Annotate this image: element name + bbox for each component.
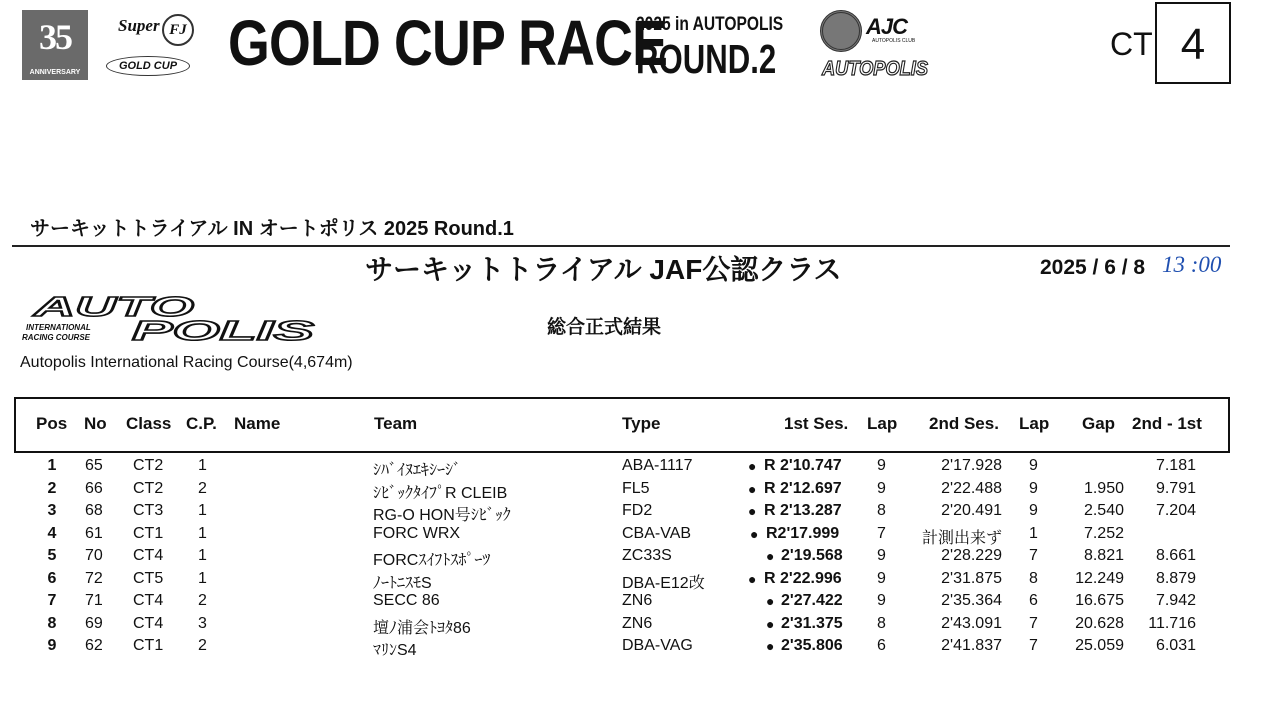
cell-ses1: 2'19.568 (781, 547, 843, 564)
class-label: CT (1110, 26, 1153, 62)
col-header-gap: Gap (1082, 414, 1116, 433)
cell-team: ｼﾋﾞｯｸﾀｲﾌﾟR CLEIB (373, 485, 508, 502)
super-fj-logo-super: Super (118, 16, 160, 35)
cell-diff: 7.204 (1155, 502, 1196, 519)
cell-no: 66 (85, 480, 103, 497)
event-title: GOLD CUP RACE (228, 7, 668, 79)
ajc-logo-text: AJC (866, 14, 908, 39)
col-header-lap2: Lap (1019, 414, 1050, 433)
cell-ses2: 2'43.091 (941, 615, 1002, 632)
bullet-icon: ● (748, 481, 757, 497)
cell-no: 62 (85, 637, 103, 654)
col-header-ses1: 1st Ses. (784, 414, 849, 433)
cell-no: 68 (85, 502, 103, 519)
cell-lap2: 9 (1029, 502, 1038, 519)
cell-lap2: 9 (1029, 480, 1038, 497)
cell-cp: 1 (198, 570, 207, 587)
cell-class: CT4 (133, 615, 164, 632)
ajc-logo (866, 14, 932, 44)
cell-pos: 4 (47, 525, 57, 542)
cell-type: CBA-VAB (622, 525, 692, 542)
col-header-name: Name (234, 414, 281, 433)
cell-team: ﾏﾘﾝS4 (373, 642, 417, 659)
cell-no: 65 (85, 457, 103, 474)
cell-lap1: 9 (877, 592, 886, 609)
ajc-logo-caption: AUTOPOLIS CLUB (872, 38, 916, 44)
cell-class: CT4 (133, 547, 164, 564)
cell-ses1: 2'31.375 (781, 615, 843, 632)
cell-type: FD2 (622, 502, 653, 519)
col-header-ses2: 2nd Ses. (929, 414, 999, 433)
bullet-icon: ● (748, 458, 757, 474)
cell-gap: 12.249 (1075, 570, 1124, 587)
cell-type: ABA-1117 (622, 457, 693, 474)
event-subtitle-round: ROUND.2 (636, 36, 777, 82)
cell-team: FORCｽｲﾌﾄｽﾎﾟｰﾂ (373, 552, 491, 569)
cell-diff: 8.661 (1155, 547, 1196, 564)
cell-ses1: R2'17.999 (766, 525, 840, 542)
cell-ses1: R 2'13.287 (764, 502, 842, 519)
cell-gap: 25.059 (1075, 637, 1124, 654)
divider (12, 245, 1230, 247)
cell-class: CT1 (133, 525, 164, 542)
cell-type: ZN6 (622, 615, 653, 632)
col-header-pos: Pos (36, 414, 68, 433)
cell-lap1: 9 (877, 547, 886, 564)
cell-cp: 2 (198, 480, 207, 497)
cell-cp: 1 (198, 547, 207, 564)
col-header-team: Team (374, 414, 418, 433)
cell-ses1: R 2'12.697 (764, 480, 842, 497)
cell-cp: 1 (198, 502, 207, 519)
cell-no: 72 (85, 570, 103, 587)
cell-lap1: 6 (877, 637, 886, 654)
col-header-lap1: Lap (867, 414, 898, 433)
bullet-icon: ● (748, 503, 757, 519)
cell-lap2: 9 (1029, 457, 1038, 474)
cell-cp: 2 (198, 592, 207, 609)
autopolis-logo-sub2: RACING COURSE (22, 333, 91, 342)
seal-logo (820, 10, 862, 52)
cell-cp: 1 (198, 457, 207, 474)
cell-pos: 8 (47, 615, 57, 632)
cell-ses2: 計測出来ず (921, 530, 1002, 547)
autopolis-logo-line1: AUTO (31, 292, 195, 322)
autopolis-small-logo (820, 55, 932, 81)
bullet-icon: ● (766, 616, 775, 632)
cell-ses2: 2'17.928 (941, 457, 1002, 474)
super-fj-logo (104, 14, 194, 80)
cell-ses1: R 2'22.996 (764, 570, 842, 587)
cell-cp: 2 (198, 637, 207, 654)
cell-team: FORC WRX (373, 525, 461, 542)
cell-diff: 8.879 (1155, 570, 1196, 587)
cell-pos: 2 (47, 480, 57, 497)
cell-pos: 1 (47, 457, 57, 474)
cell-gap: 1.950 (1083, 480, 1124, 497)
cell-diff: 6.031 (1155, 637, 1196, 654)
cell-lap2: 7 (1029, 637, 1038, 654)
cell-lap1: 7 (877, 525, 886, 542)
col-header-type: Type (622, 414, 661, 433)
bullet-icon: ● (766, 548, 775, 564)
cell-cp: 1 (198, 525, 207, 542)
cell-gap: 20.628 (1075, 615, 1124, 632)
autopolis-small-logo-text: AUTOPOLIS (821, 58, 929, 80)
class-number-box: 4 (1155, 2, 1231, 84)
cell-type: FL5 (622, 480, 650, 497)
col-header-class: Class (126, 414, 172, 433)
anniversary-number: 35 (39, 17, 71, 57)
cell-type: DBA-VAG (622, 637, 693, 654)
class-title: サーキットトライアル JAF公認クラス (365, 254, 842, 285)
col-header-cp: C.P. (186, 414, 217, 433)
cell-no: 71 (85, 592, 103, 609)
cell-ses1: 2'27.422 (781, 592, 843, 609)
cell-no: 69 (85, 615, 103, 632)
cell-ses2: 2'20.491 (941, 502, 1002, 519)
bullet-icon: ● (750, 526, 759, 542)
cell-lap1: 8 (877, 615, 886, 632)
cell-no: 70 (85, 547, 103, 564)
cell-lap1: 9 (877, 570, 886, 587)
event-name: サーキットトライアル IN オートポリス 2025 Round.1 (30, 218, 514, 240)
venue: Autopolis International Racing Course(4,674m) (20, 354, 353, 371)
cell-ses2: 2'35.364 (941, 592, 1002, 609)
cell-lap2: 6 (1029, 592, 1038, 609)
cell-pos: 6 (47, 570, 57, 587)
cell-class: CT2 (133, 457, 164, 474)
cell-diff: 9.791 (1155, 480, 1196, 497)
cell-ses2: 2'41.837 (941, 637, 1002, 654)
cell-no: 61 (85, 525, 103, 542)
cell-class: CT3 (133, 502, 164, 519)
cell-diff: 7.181 (1155, 457, 1196, 474)
cell-pos: 5 (47, 547, 57, 564)
cell-pos: 3 (47, 502, 57, 519)
bullet-icon: ● (748, 571, 757, 587)
cell-team: 壇ﾉ浦会ﾄﾖﾀ86 (373, 620, 471, 637)
handwritten-time: 13 :00 (1162, 252, 1222, 277)
cell-gap: 8.821 (1083, 547, 1124, 564)
cell-lap2: 8 (1029, 570, 1038, 587)
cell-team: RG-O HON号ｼﾋﾞｯｸ (373, 507, 511, 524)
cell-ses2: 2'28.229 (941, 547, 1002, 564)
cell-type: ZC33S (622, 547, 672, 564)
cell-pos: 7 (47, 592, 57, 609)
col-header-no: No (84, 414, 107, 433)
cell-diff: 7.942 (1155, 592, 1196, 609)
cell-type: ZN6 (622, 592, 653, 609)
bullet-icon: ● (766, 638, 775, 654)
cell-pos: 9 (47, 637, 57, 654)
result-title: 総合正式結果 (547, 317, 662, 338)
cell-gap: 7.252 (1083, 525, 1124, 542)
cell-team: ｼﾊﾞｲﾇｴｷｼｰｼﾞ (373, 462, 462, 479)
cell-lap1: 8 (877, 502, 886, 519)
autopolis-logo-sub1: INTERNATIONAL (26, 323, 91, 332)
col-header-diff: 2nd - 1st (1132, 414, 1202, 433)
cell-team: SECC 86 (373, 592, 440, 609)
cell-cp: 3 (198, 615, 207, 632)
event-subtitle-year: 2025 in AUTOPOLIS (636, 14, 784, 35)
cell-ses1: R 2'10.747 (764, 457, 842, 474)
cell-team: ﾉｰﾄﾆｽﾓS (373, 575, 432, 592)
cell-class: CT4 (133, 592, 164, 609)
cell-lap1: 9 (877, 457, 886, 474)
autopolis-logo (20, 292, 316, 344)
cell-ses1: 2'35.806 (781, 637, 843, 654)
cell-gap: 16.675 (1075, 592, 1124, 609)
cell-lap2: 7 (1029, 615, 1038, 632)
cell-ses2: 2'31.875 (941, 570, 1002, 587)
super-fj-logo-goldcup: GOLD CUP (106, 56, 190, 76)
cell-ses2: 2'22.488 (941, 480, 1002, 497)
cell-class: CT1 (133, 637, 164, 654)
cell-lap2: 7 (1029, 547, 1038, 564)
anniversary-logo (22, 10, 88, 80)
cell-lap2: 1 (1029, 525, 1038, 542)
event-date: 2025 / 6 / 8 (1040, 256, 1146, 279)
cell-lap1: 9 (877, 480, 886, 497)
anniversary-caption: ANNIVERSARY (29, 69, 81, 76)
cell-class: CT2 (133, 480, 164, 497)
cell-class: CT5 (133, 570, 164, 587)
bullet-icon: ● (766, 593, 775, 609)
autopolis-logo-line2: POLIS (132, 315, 315, 344)
super-fj-logo-badge: FJ (162, 14, 194, 46)
cell-gap: 2.540 (1083, 502, 1124, 519)
cell-diff: 11.716 (1148, 615, 1196, 632)
cell-type: DBA-E12改 (622, 575, 705, 592)
